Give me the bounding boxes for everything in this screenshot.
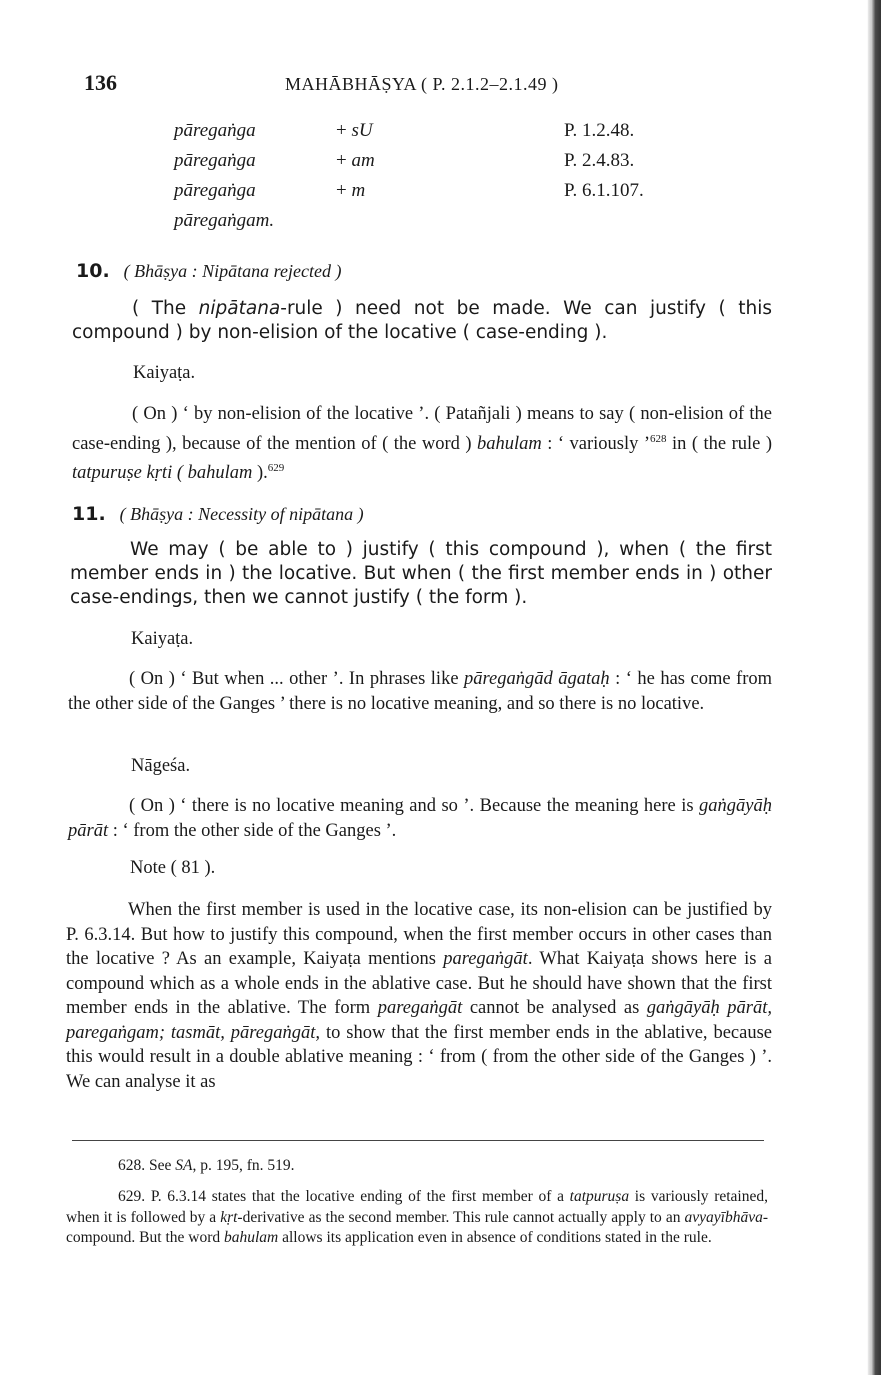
nagesa-paragraph: ( On ) ‘ there is no locative meaning and so ’. Because the meaning here is gaṅgāyāḥ pārāt : ‘ from the other side of the Ganges ’. [68,796,772,841]
derivation-form: pāregaṅga [174,150,256,171]
derivation-rule: P. 1.2.48. [564,120,635,141]
derivation-form: pāregaṅga [174,180,256,201]
kaiyata-paragraph: ( On ) ‘ But when ... other ’. In phrases like pāregaṅgād āgataḥ : ‘ he has come from the other side of the Ganges ’ there is no locative meaning, and so there is no locative. [68,669,772,714]
footnote: 628. See SA, p. 195, fn. 519. [118,1157,295,1174]
section-heading [76,260,341,282]
derivation-form: pāregaṅgam. [174,210,275,231]
bhasya-paragraph: ( The nipātana-rule ) need not be made. We can justify ( this compound ) by non-elision of the locative ( case-ending ). [72,298,772,343]
section-number: 11. [72,503,106,525]
note-label: Note ( 81 ). [130,858,216,878]
derivation-suffix: + m [336,180,366,201]
derivation-rule: P. 2.4.83. [564,150,635,171]
footnote-ref: 629 [267,462,285,475]
commentator-label: Kaiyaṭa. [131,629,194,649]
commentator-label: Nāgeśa. [131,756,191,776]
derivation-suffix: + sU [336,120,373,141]
page-number: 136 [84,70,117,95]
bhasya-paragraph: We may ( be able to ) justify ( this compound ), when ( the first member ends in ) the locative. But when ( the first member ends in ) other case-endings, then we cannot justify ( the form ). [70,539,772,608]
section-title: ( Bhāṣya : Nipātana rejected ) [123,261,342,281]
kaiyata-paragraph: ( On ) ‘ by non-elision of the locative ’. ( Patañjali ) means to say ( non-elision of the case-ending ), because of the mention of ( the word ) bahulam : ‘ variously ’$^{628}$ in ( the rule ) tatpuruṣe kṛti ( bahulam ).$^{629}$ [72,404,772,484]
commentator-label: Kaiyaṭa. [133,363,196,383]
derivation-form: pāregaṅga [174,120,256,141]
scan-binding-edge [867,0,881,1375]
footnote-divider [72,1140,764,1141]
derivation-suffix: + am [336,150,375,171]
running-title: MAHĀBHĀṢYA ( P. 2.1.2–2.1.49 ) [285,74,559,94]
footnote: 629. P. 6.3.14 states that the locative ending of the first member of a tatpuruṣa is variously retained, when it is followed by a kṛt-derivative as the second member. This rule cannot actually apply to an avyayībhāva-compound. But the word bahulam allows its application even in absence of conditions stated in the rule. [66,1188,768,1246]
derivation-rule: P. 6.1.107. [564,180,644,201]
note-paragraph: When the first member is used in the locative case, its non-elision can be justified by P. 6.3.14. But how to justify this compound, when the first member occurs in other cases than the locative ? As an example, Kaiyaṭa mentions paregaṅgāt. What Kaiyaṭa shows here is a compound which as a whole ends in the ablative case. But he should have shown that the first member ends in the ablative. The form paregaṅgāt cannot be analysed as gaṅgāyāḥ pārāt, paregaṅgam; tasmāt, pāregaṅgāt, to show that the first member ends in the ablative, because this would result in a double ablative meaning : ‘ from ( from the other side of the Ganges ) ’. We can analyse it as [66,900,772,1092]
section-heading [72,503,364,525]
section-number: 10. [76,260,110,282]
footnote-ref: 628 [650,432,667,445]
section-title: ( Bhāṣya : Necessity of nipātana ) [119,504,364,524]
